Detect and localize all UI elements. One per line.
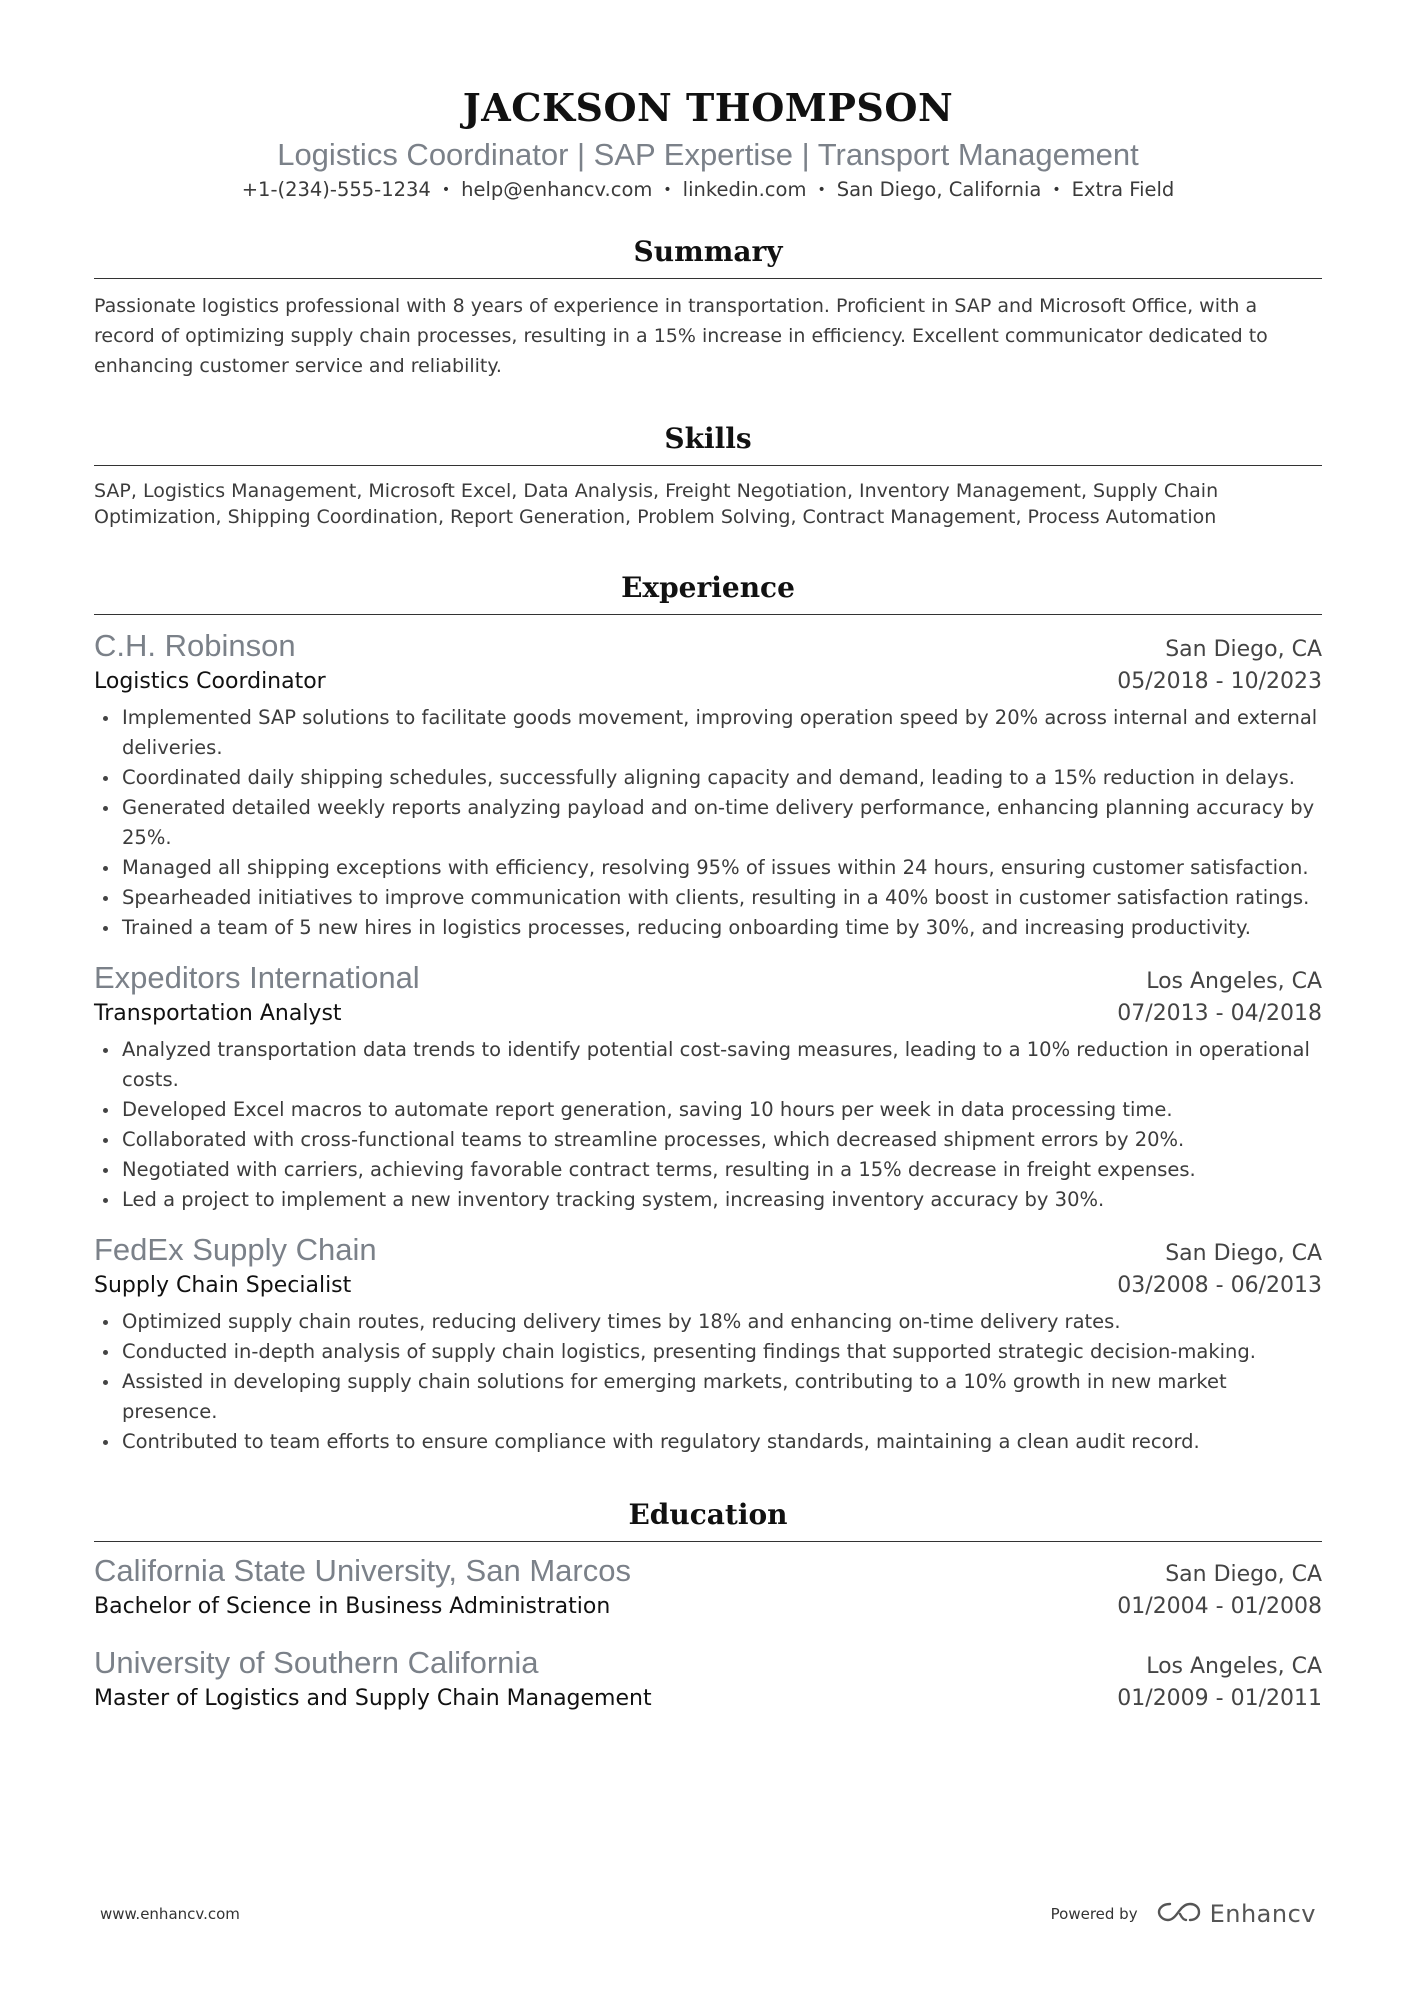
achievement-item: Negotiated with carriers, achieving favorable contract terms, resulting in a 15% decrease in freight expenses. [94,1155,1322,1185]
contact-separator: • [817,182,826,198]
achievement-list [94,1035,1322,1215]
achievement-list [94,1307,1322,1457]
brand-logo[interactable] [1156,1900,1316,1928]
achievement-item: Implemented SAP solutions to facilitate goods movement, improving operation speed by 20% across internal and external deliveries. [94,703,1322,763]
achievement-item: Conducted in-depth analysis of supply chain logistics, presenting findings that supported strategic decision-making. [94,1337,1322,1367]
candidate-name: JACKSON THOMPSON [462,85,954,130]
job-dates: 07/2013 - 04/2018 [1117,1001,1322,1026]
section-title-skills: Skills [94,421,1322,466]
school-location: San Diego, CA [1165,1562,1322,1587]
contact-separator: • [663,182,672,198]
job-location: San Diego, CA [1165,637,1322,662]
section-title-summary: Summary [94,234,1322,279]
education-entry [94,1644,1322,1716]
experience-entry [94,959,1322,1215]
contact-phone[interactable]: +1-(234)-555-1234 [241,178,431,201]
summary-text: Passionate logistics professional with 8 years of experience in transportation. Proficient in SAP and Microsoft Office, with a record of optimizing supply chain processes, resulting in a 15% increase in efficiency. Excellent communicator dedicated to enhancing customer service and reliability. [94,295,1268,377]
achievement-item: Coordinated daily shipping schedules, successfully aligning capacity and demand, leading to a 15% reduction in delays. [94,763,1322,793]
achievement-item: Developed Excel macros to automate report generation, saving 10 hours per week in data processing time. [94,1095,1322,1125]
experience-entry [94,627,1322,943]
school-name: University of Southern California [94,1645,539,1680]
powered-by [1051,1900,1316,1928]
powered-by-label: Powered by [1050,1905,1138,1923]
contact-line [94,176,1322,204]
contact-separator: • [1052,182,1061,198]
education-dates: 01/2004 - 01/2008 [1117,1594,1322,1619]
degree-title: Bachelor of Science in Business Administration [94,1594,611,1619]
achievement-item: Spearheaded initiatives to improve communication with clients, resulting in a 40% boost in customer satisfaction ratings. [94,883,1322,913]
achievement-item: Led a project to implement a new inventory tracking system, increasing inventory accuracy by 30%. [94,1185,1322,1215]
summary-section [94,234,1322,381]
skills-text: SAP, Logistics Management, Microsoft Excel, Data Analysis, Freight Negotiation, Inventory Management, Supply Chain Optimization, Shipping Coordination, Report Generation, Problem Solving, Contract Management, Process Automation [94,480,1219,528]
section-title-experience: Experience [94,570,1322,615]
experience-entry [94,1231,1322,1457]
company-name: C.H. Robinson [94,628,296,663]
contact-location: San Diego, California [836,178,1042,201]
degree-title: Master of Logistics and Supply Chain Management [94,1686,652,1711]
skills-section [94,421,1322,530]
achievement-item: Trained a team of 5 new hires in logistics processes, reducing onboarding time by 30%, and increasing productivity. [94,913,1322,943]
company-name: Expeditors International [94,960,420,995]
contact-separator: • [441,182,451,198]
job-location: Los Angeles, CA [1146,969,1322,994]
candidate-tagline: Logistics Coordinator | SAP Expertise | Transport Management [277,137,1139,172]
contact-email[interactable]: help@enhancv.com [461,178,653,201]
achievement-item: Analyzed transportation data trends to identify potential cost-saving measures, leading to a 10% reduction in operational costs. [94,1035,1322,1095]
achievement-item: Generated detailed weekly reports analyzing payload and on-time delivery performance, enhancing planning accuracy by 25%. [94,793,1322,853]
achievement-list [94,703,1322,943]
brand-name: Enhancv [1209,1900,1316,1928]
achievement-item: Managed all shipping exceptions with efficiency, resolving 95% of issues within 24 hours, ensuring customer satisfaction. [94,853,1322,883]
job-title: Transportation Analyst [94,1001,342,1026]
contact-linkedin[interactable]: linkedin.com [682,178,807,201]
resume-header [94,82,1322,204]
enhancv-logo-icon [1156,1900,1202,1928]
experience-section [94,570,1322,1457]
achievement-item: Contributed to team efforts to ensure compliance with regulatory standards, maintaining a clean audit record. [94,1427,1322,1457]
achievement-item: Optimized supply chain routes, reducing delivery times by 18% and enhancing on-time delivery rates. [94,1307,1322,1337]
education-entry [94,1552,1322,1624]
section-title-education: Education [94,1497,1322,1542]
job-dates: 05/2018 - 10/2023 [1117,669,1322,694]
job-title: Logistics Coordinator [94,669,326,694]
education-section [94,1497,1322,1716]
job-location: San Diego, CA [1165,1241,1322,1266]
job-title: Supply Chain Specialist [94,1273,352,1298]
company-name: FedEx Supply Chain [94,1232,377,1267]
page-footer [100,1900,1316,1928]
achievement-item: Collaborated with cross-functional teams to streamline processes, which decreased shipment errors by 20%. [94,1125,1322,1155]
contact-extra: Extra Field [1071,178,1175,201]
job-dates: 03/2008 - 06/2013 [1117,1273,1322,1298]
footer-url-link[interactable]: www.enhancv.com [100,1905,240,1923]
achievement-item: Assisted in developing supply chain solutions for emerging markets, contributing to a 10% growth in new market presence. [94,1367,1322,1427]
education-dates: 01/2009 - 01/2011 [1117,1686,1322,1711]
school-location: Los Angeles, CA [1146,1654,1322,1679]
school-name: California State University, San Marcos [94,1553,631,1588]
resume-page [94,82,1322,1716]
